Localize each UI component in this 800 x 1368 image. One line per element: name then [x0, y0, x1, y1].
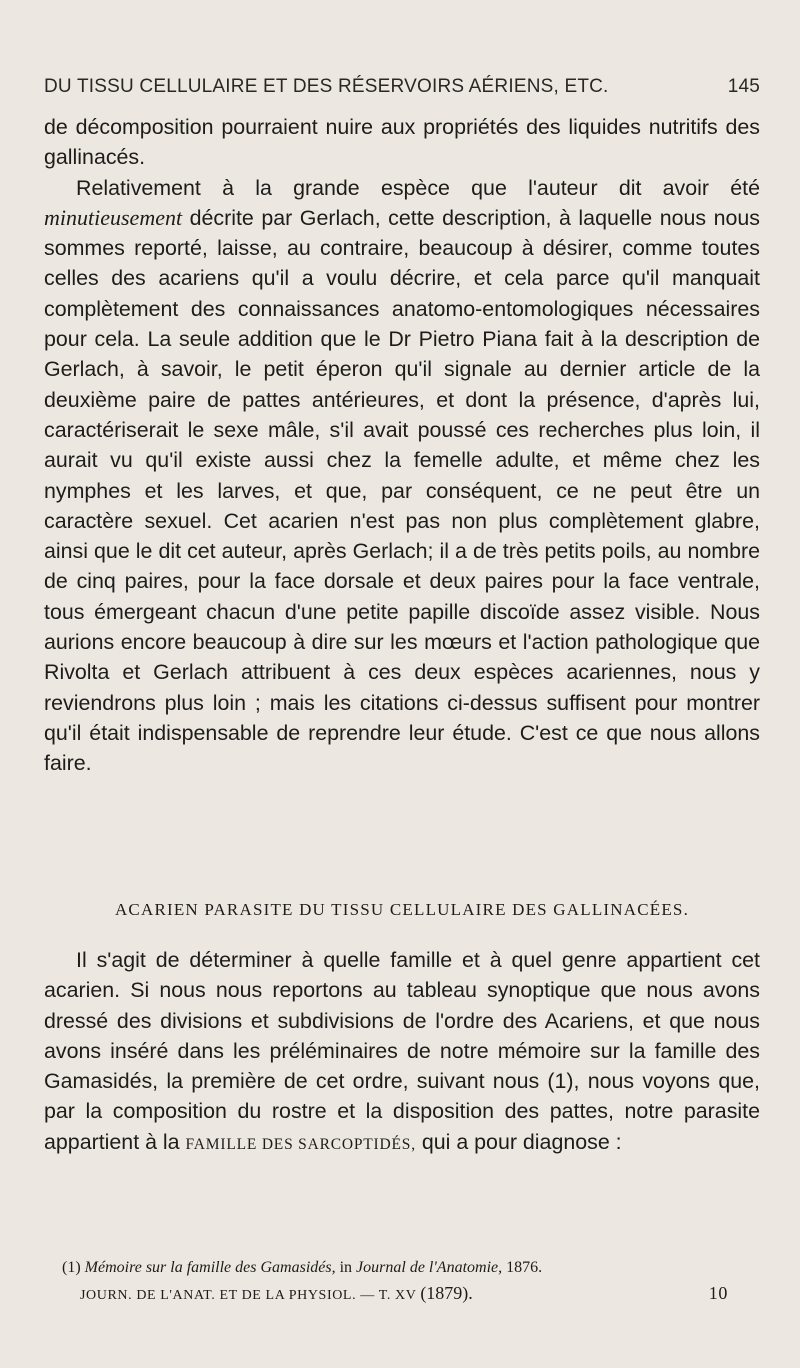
- famille-sarcoptides: FAMILLE DES SARCOPTIDÉS,: [185, 1135, 416, 1153]
- footnote-year: 1876.: [506, 1259, 543, 1276]
- emphasis-minutieusement: minutieusement: [44, 204, 183, 230]
- paragraph-gerlach: [44, 173, 760, 779]
- footer-journal: [80, 1283, 473, 1304]
- footer-journal-text: JOURN. DE L'ANAT. ET DE LA PHYSIOL. — T. XV: [80, 1288, 417, 1303]
- footnote-in: in: [339, 1259, 353, 1276]
- footnote-marker: (1): [62, 1259, 81, 1276]
- section-text: [44, 945, 760, 1160]
- paragraph-continuation: de décomposition pourraient nuire aux propriétés des liquides nutritifs des gallinacés.: [44, 115, 760, 170]
- paragraph-famille-start: Il s'agit de déterminer à quelle famille et à quel genre appartient cet acarien. Si nous nous reportons au tableau synoptique que nous avons dressé des divisions et subdivisions de l'ordre des Acariens, et que nous avons inséré dans les préléminaires de notre mémoire sur la famille des Gamasidés, la première de cet ordre, suivant nous (1), nous voyons que, par la composition du rostre et la disposition des pattes, notre parasite appartient à la: [44, 948, 760, 1154]
- paragraph-gerlach-start: Relativement à la grande espèce que l'auteur dit avoir été: [76, 175, 760, 200]
- section-heading: ACARIEN PARASITE DU TISSU CELLULAIRE DES GALLINACÉES.: [114, 900, 690, 919]
- paragraph-gerlach-rest: décrite par Gerlach, cette description, à laquelle nous nous sommes reporté, laisse, au contraire, beaucoup à désirer, comme toutes celles des acariens qu'il a voulu décrire, et cela parce qu'il manquait complètement des connaissances anatomo-entomologiques nécessaires pour cela. La seule addition que le Dr Pietro Piana fait à la description de Gerlach, à savoir, le petit éperon qu'il signale au dernier article de la deuxième paire de pattes antérieures, et dont la présence, d'après lui, caractériserait le sexe mâle, s'il avait poussé ces recherches plus loin, il aurait vu qu'il existe aussi chez la femelle adulte, et même chez les nymphes et les larves, et que, par conséquent, ce ne peut être un caractère sexuel. Cet acarien n'est pas non plus complètement glabre, ainsi que le dit cet auteur, après Gerlach; il a de très petits poils, au nombre de cinq paires, pour la face dorsale et deux paires pour la face ventrale, tous émergeant chacun d'une petite papille discoïde assez visible. Nous aurions encore beaucoup à dire sur les mœurs et l'action pathologique que Rivolta et Gerlach attribuent à ces deux espèces acariennes, nous y reviendrons plus loin ; mais les citations ci-dessus suffisent pour montrer qu'il était indispensable de reprendre leur étude. C'est ce que nous allons faire.: [44, 205, 760, 776]
- footer-year: (1879).: [420, 1283, 473, 1303]
- footnote: [62, 1257, 762, 1279]
- paragraph-famille-end: qui a pour diagnose :: [421, 1129, 622, 1154]
- running-head-title: DU TISSU CELLULAIRE ET DES RÉSERVOIRS AÉRIENS, ETC.: [44, 76, 609, 97]
- running-head: [44, 76, 760, 106]
- page-number: 145: [727, 76, 760, 97]
- main-text: [44, 112, 760, 779]
- footnote-journal: Journal de l'Anatomie,: [356, 1259, 503, 1276]
- paragraph-famille: [44, 945, 760, 1160]
- footnote-title: Mémoire sur la famille des Gamasidés,: [84, 1259, 336, 1276]
- signature-mark: 10: [708, 1283, 728, 1303]
